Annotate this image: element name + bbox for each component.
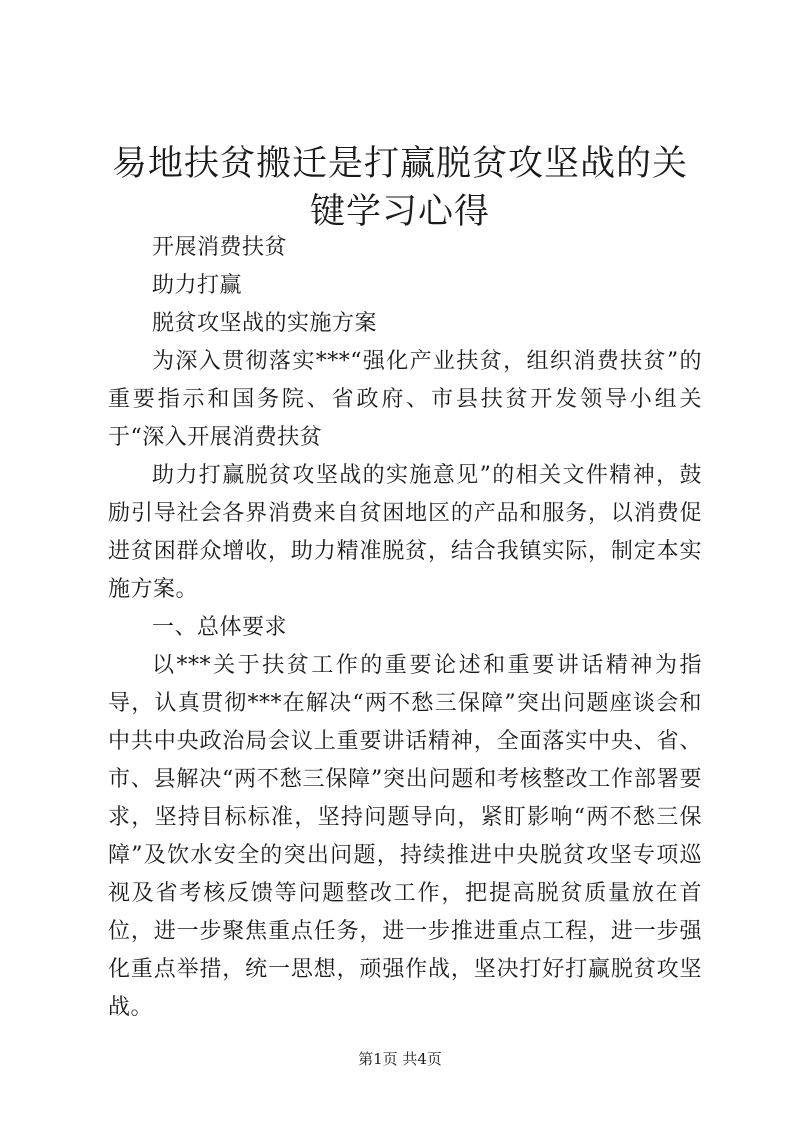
paragraph-4: 为深入贯彻落实***“强化产业扶贫，组织消费扶贫”的重要指示和国务院、省政府、市县扶贫开发领导小组关于“深入开展消费扶贫 xyxy=(108,349,702,450)
page-footer: 第1页 共4页 xyxy=(358,1050,442,1068)
paragraph-5: 助力打赢脱贫攻坚战的实施意见”的相关文件精神，鼓励引导社会各界消费来自贫困地区的产品和服务，以消费促进贫困群众增收，助力精准脱贫，结合我镇实际，制定本实施方案。 xyxy=(108,463,702,602)
paragraph-3: 脱贫攻坚战的实施方案 xyxy=(152,311,378,336)
paragraph-7: 以***关于扶贫工作的重要论述和重要讲话精神为指导，认真贯彻***在解决“两不愁三保障”突出问题座谈会和中共中央政治局会议上重要讲话精神，全面落实中央、省、市、县解决“两不愁三保障”突出问题和考核整改工作部署要求，坚持目标标准，坚持问题导向，紧盯影响“两不愁三保障”及饮水安全的突出问题，持续推进中央脱贫攻坚专项巡视及省考核反馈等问题整改工作，把提高脱贫质量放在首位，进一步聚焦重点任务，进一步推进重点工程，进一步强化重点举措，统一思想，顽强作战，坚决打好打赢脱贫攻坚战。 xyxy=(108,653,702,1020)
document-body xyxy=(108,229,702,1027)
paragraph-1: 开展消费扶贫 xyxy=(152,235,288,260)
document-title: 易地扶贫搬迁是打赢脱贫攻坚战的关键学习心得 xyxy=(111,144,688,232)
paragraph-2: 助力打赢 xyxy=(152,273,243,298)
section-heading: 一、总体要求 xyxy=(152,615,288,640)
